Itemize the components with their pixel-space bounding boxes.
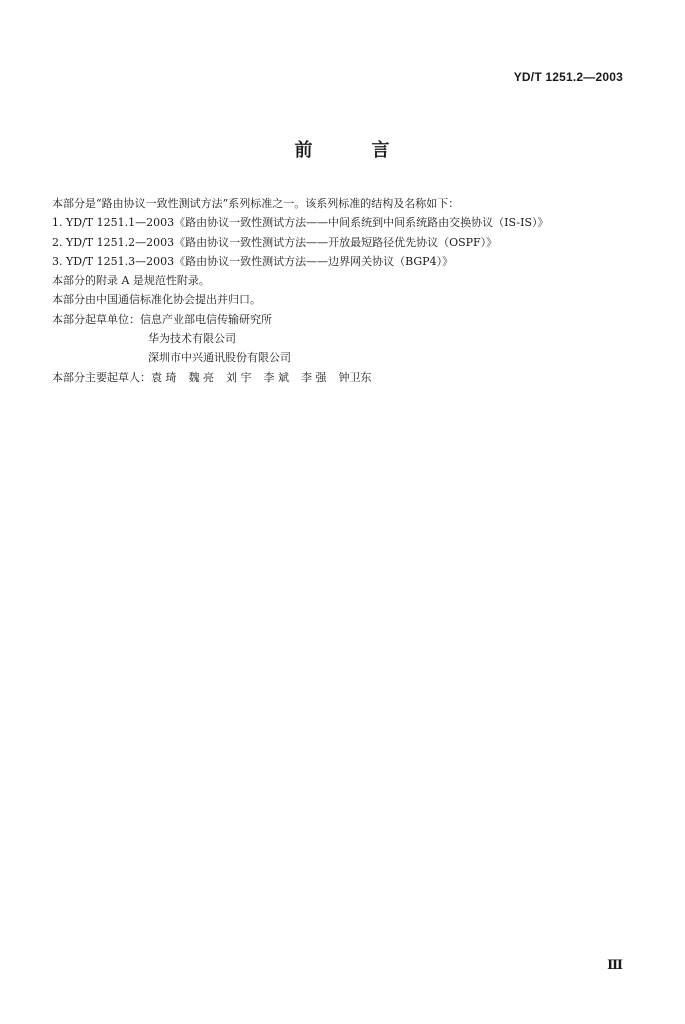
drafters-line <box>52 368 642 387</box>
appendix-note: 本部分的附录 A 是规范性附录。 <box>52 274 210 288</box>
drafting-unit-3: 深圳市中兴通讯股份有限公司 <box>148 351 291 365</box>
drafter-name: 魏 亮 <box>188 370 214 384</box>
drafting-unit-2: 华为技术有限公司 <box>148 332 236 346</box>
drafting-units-label: 本部分起草单位： <box>52 312 140 326</box>
preface-body <box>52 194 642 387</box>
title-char-2: 言 <box>371 140 391 161</box>
series-item-3: 3. YD/T 1251.3—2003《路由协议一致性测试方法——边界网关协议（BGP4）》 <box>52 254 454 268</box>
drafter-name: 钟卫东 <box>338 370 372 384</box>
drafting-unit-1: 信息产业部电信传输研究所 <box>140 312 272 326</box>
page-number: Ⅲ <box>607 958 623 973</box>
drafter-name: 刘 宇 <box>226 370 252 384</box>
drafters-label: 本部分主要起草人： <box>52 370 151 384</box>
series-item-1: 1. YD/T 1251.1—2003《路由协议一致性测试方法——中间系统到中间系统路由交换协议（IS-IS）》 <box>52 216 549 230</box>
title-char-1: 前 <box>294 140 314 161</box>
intro-paragraph: 本部分是“路由协议一致性测试方法”系列标准之一。该系列标准的结构及名称如下： <box>52 197 460 210</box>
drafter-name: 袁 琦 <box>151 370 177 384</box>
series-item-2: 2. YD/T 1251.2—2003《路由协议一致性测试方法——开放最短路径优先协议（OSPF）》 <box>52 235 498 249</box>
drafter-name: 李 强 <box>301 370 327 384</box>
page-title <box>0 136 685 162</box>
proposer-note: 本部分由中国通信标准化协会提出并归口。 <box>52 293 261 307</box>
drafting-units-line <box>52 310 642 329</box>
drafter-name: 李 斌 <box>263 370 289 384</box>
standard-code: YD/T 1251.2—2003 <box>513 70 623 84</box>
